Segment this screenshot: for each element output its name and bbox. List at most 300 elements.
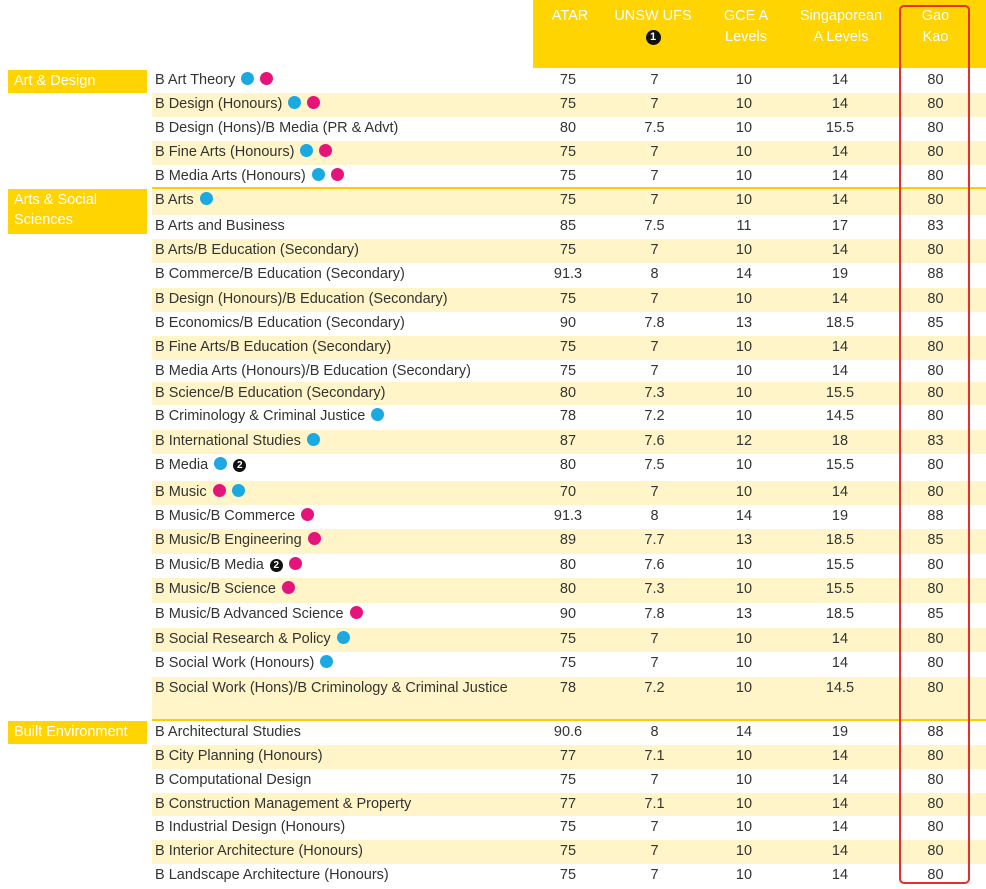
cell-atar: 80 — [559, 581, 577, 597]
table-row — [152, 864, 986, 888]
section-divider — [152, 187, 986, 189]
cell-gce: 10 — [735, 242, 753, 258]
blue-dot-icon — [312, 168, 325, 181]
program-label: B Design (Hons)/B Media (PR & Advt) — [155, 120, 399, 136]
program-label: B Design (Honours) — [155, 96, 283, 112]
blue-dot-icon — [200, 192, 213, 205]
pink-dot-icon — [331, 168, 344, 181]
table-row — [152, 454, 986, 481]
cell-sing: 18.5 — [825, 532, 855, 548]
program-label: B City Planning (Honours) — [155, 748, 323, 764]
cell-gce: 10 — [735, 291, 753, 307]
cell-ufs: 7 — [650, 144, 659, 160]
cell-ufs: 7.6 — [644, 557, 665, 573]
cell-gce: 13 — [735, 315, 753, 331]
cell-gao: 80 — [927, 484, 944, 500]
program-label: B Music/B Engineering — [155, 532, 302, 548]
cell-sing: 15.5 — [825, 385, 855, 401]
cell-atar: 90 — [559, 315, 577, 331]
program-label: B Landscape Architecture (Honours) — [155, 867, 389, 883]
program-name — [155, 793, 411, 816]
table-row — [152, 554, 986, 578]
table-row — [152, 578, 986, 603]
col-header-gao-line1: Gao — [921, 8, 950, 24]
cell-ufs: 7 — [650, 291, 659, 307]
col-header-sing-line1: Singaporean — [799, 8, 883, 24]
cell-gao: 80 — [927, 242, 944, 258]
cell-sing: 14 — [831, 484, 849, 500]
cell-sing: 18.5 — [825, 606, 855, 622]
cell-gao: 80 — [927, 581, 944, 597]
footnote-1-icon: 1 — [646, 30, 661, 45]
cell-gao: 80 — [927, 631, 944, 647]
cell-gao: 88 — [927, 266, 944, 282]
pink-dot-icon — [350, 606, 363, 619]
cell-sing: 14 — [831, 72, 849, 88]
cell-sing: 14.5 — [825, 408, 855, 424]
program-name — [155, 840, 363, 863]
program-label: B Music/B Commerce — [155, 508, 296, 524]
cell-ufs: 7 — [650, 843, 659, 859]
cell-atar: 75 — [559, 168, 577, 184]
cell-gao: 80 — [927, 819, 944, 835]
cell-sing: 14 — [831, 168, 849, 184]
pink-dot-icon — [282, 581, 295, 594]
table-row — [152, 505, 986, 529]
cell-ufs: 7 — [650, 339, 659, 355]
cell-atar: 75 — [559, 291, 577, 307]
cell-gce: 10 — [735, 408, 753, 424]
table-row — [152, 117, 986, 141]
table-row — [152, 141, 986, 165]
blue-dot-icon — [288, 96, 301, 109]
program-name — [155, 93, 320, 116]
program-name — [155, 189, 213, 212]
cell-sing: 15.5 — [825, 120, 855, 136]
col-header-ufs-label: UNSW UFS — [614, 8, 692, 24]
program-name — [155, 769, 311, 792]
cell-gce: 10 — [735, 339, 753, 355]
pink-dot-icon — [289, 557, 302, 570]
pink-dot-icon — [319, 144, 332, 157]
cell-atar: 80 — [559, 120, 577, 136]
cell-gao: 80 — [927, 457, 944, 473]
cell-gce: 10 — [735, 363, 753, 379]
cell-gce: 10 — [735, 631, 753, 647]
program-label: B Criminology & Criminal Justice — [155, 408, 366, 424]
cell-sing: 14 — [831, 96, 849, 112]
table-row — [152, 529, 986, 554]
cell-gao: 85 — [927, 532, 944, 548]
cell-gao: 80 — [927, 192, 944, 208]
program-label: B Social Work (Hons)/B Criminology & Criminal Justice — [155, 680, 508, 696]
cell-gce: 14 — [735, 266, 753, 282]
cell-atar: 75 — [559, 144, 577, 160]
cell-gce: 10 — [735, 772, 753, 788]
cell-sing: 14 — [831, 242, 849, 258]
program-label: B Arts — [155, 192, 194, 208]
program-label: B Music/B Advanced Science — [155, 606, 344, 622]
cell-ufs: 7 — [650, 192, 659, 208]
cell-gao: 80 — [927, 680, 944, 696]
program-label: B Media — [155, 457, 209, 473]
table-row — [152, 93, 986, 117]
program-label: B Economics/B Education (Secondary) — [155, 315, 405, 331]
cell-gao: 80 — [927, 843, 944, 859]
cell-gce: 10 — [735, 680, 753, 696]
cell-ufs: 7.8 — [644, 315, 665, 331]
cell-sing: 14 — [831, 339, 849, 355]
cell-ufs: 8 — [650, 266, 659, 282]
cell-atar: 75 — [559, 242, 577, 258]
cell-gao: 80 — [927, 120, 944, 136]
cell-gao: 80 — [927, 291, 944, 307]
cell-sing: 18 — [831, 433, 849, 449]
cell-gce: 13 — [735, 606, 753, 622]
table-row — [152, 816, 986, 840]
cell-atar: 80 — [559, 457, 577, 473]
cell-sing: 14 — [831, 843, 849, 859]
cell-atar: 78 — [559, 408, 577, 424]
cell-atar: 91.3 — [553, 508, 583, 524]
blue-dot-icon — [214, 457, 227, 470]
table-row — [152, 840, 986, 864]
blue-dot-icon — [320, 655, 333, 668]
cell-atar: 78 — [559, 680, 577, 696]
cell-atar: 90.6 — [553, 724, 583, 740]
program-label: B Fine Arts (Honours) — [155, 144, 295, 160]
col-header-gao — [900, 6, 971, 48]
cell-gao: 88 — [927, 724, 944, 740]
section-label: Art & Design — [14, 73, 96, 89]
col-header-gao-line2: Kao — [922, 29, 949, 45]
cell-gao: 80 — [927, 385, 944, 401]
cell-atar: 87 — [559, 433, 577, 449]
cell-sing: 15.5 — [825, 557, 855, 573]
cell-ufs: 7 — [650, 363, 659, 379]
cell-sing: 14 — [831, 631, 849, 647]
pink-dot-icon — [260, 72, 273, 85]
cell-gao: 80 — [927, 748, 944, 764]
cell-sing: 17 — [831, 218, 849, 234]
program-name — [155, 578, 295, 601]
cell-ufs: 7 — [650, 867, 659, 883]
section-art-design — [8, 70, 147, 93]
cell-sing: 14 — [831, 291, 849, 307]
table-row — [152, 430, 986, 454]
cell-gao: 80 — [927, 363, 944, 379]
program-label: B Music/B Media — [155, 557, 264, 573]
cell-atar: 80 — [559, 385, 577, 401]
cell-gao: 88 — [927, 508, 944, 524]
blue-dot-icon — [337, 631, 350, 644]
blue-dot-icon — [300, 144, 313, 157]
cell-ufs: 7.5 — [644, 218, 665, 234]
cell-sing: 14 — [831, 772, 849, 788]
program-name — [155, 529, 321, 552]
cell-atar: 91.3 — [553, 266, 583, 282]
cell-atar: 77 — [559, 796, 577, 812]
table-row — [152, 628, 986, 652]
cell-ufs: 7.2 — [644, 408, 665, 424]
program-name — [155, 628, 350, 651]
cell-ufs: 7 — [650, 96, 659, 112]
cell-sing: 14 — [831, 655, 849, 671]
cell-gao: 80 — [927, 96, 944, 112]
program-name — [155, 652, 333, 675]
cell-gao: 80 — [927, 867, 944, 883]
cell-gao: 80 — [927, 408, 944, 424]
cell-gce: 10 — [735, 144, 753, 160]
program-name — [155, 141, 332, 164]
cell-ufs: 7 — [650, 72, 659, 88]
program-name — [155, 430, 320, 453]
program-name — [155, 312, 405, 335]
cell-ufs: 8 — [650, 724, 659, 740]
cell-atar: 75 — [559, 192, 577, 208]
pink-dot-icon — [308, 532, 321, 545]
table-row — [152, 263, 986, 288]
cell-ufs: 7 — [650, 484, 659, 500]
cell-gao: 80 — [927, 144, 944, 160]
section-label: Built Environment — [14, 724, 128, 740]
cell-gce: 10 — [735, 168, 753, 184]
cell-gce: 14 — [735, 724, 753, 740]
footnote-2-icon: 2 — [270, 559, 283, 572]
cell-atar: 75 — [559, 867, 577, 883]
cell-atar: 85 — [559, 218, 577, 234]
cell-gce: 10 — [735, 192, 753, 208]
program-label: B Interior Architecture (Honours) — [155, 843, 363, 859]
cell-ufs: 7 — [650, 655, 659, 671]
cell-gao: 80 — [927, 655, 944, 671]
table-row — [152, 239, 986, 263]
cell-gce: 10 — [735, 655, 753, 671]
cell-gce: 10 — [735, 796, 753, 812]
cell-gce: 10 — [735, 819, 753, 835]
table-row — [152, 312, 986, 336]
program-label: B Music — [155, 484, 207, 500]
cell-sing: 14 — [831, 192, 849, 208]
program-name — [155, 165, 344, 188]
cell-ufs: 7.2 — [644, 680, 665, 696]
cell-sing: 18.5 — [825, 315, 855, 331]
cell-gce: 14 — [735, 508, 753, 524]
pink-dot-icon — [307, 96, 320, 109]
program-label: B Design (Honours)/B Education (Secondary) — [155, 291, 448, 307]
program-name — [155, 215, 285, 238]
cell-gce: 11 — [736, 218, 752, 234]
program-name — [155, 239, 359, 262]
program-name — [155, 554, 302, 577]
cell-atar: 75 — [559, 363, 577, 379]
program-name — [155, 405, 384, 428]
cell-ufs: 7 — [650, 242, 659, 258]
section-built-environment — [8, 721, 147, 744]
cell-atar: 90 — [559, 606, 577, 622]
table-row — [152, 793, 986, 816]
cell-ufs: 7.7 — [644, 532, 665, 548]
program-label: B Arts and Business — [155, 218, 285, 234]
table-row — [152, 481, 986, 505]
cell-gao: 85 — [927, 315, 944, 331]
cell-atar: 89 — [559, 532, 577, 548]
program-name — [155, 505, 314, 528]
cell-gce: 13 — [735, 532, 753, 548]
program-name — [155, 721, 301, 744]
program-label: B Commerce/B Education (Secondary) — [155, 266, 405, 282]
table-row — [152, 405, 986, 430]
cell-gce: 10 — [735, 843, 753, 859]
program-name — [155, 745, 323, 768]
program-label: B Social Research & Policy — [155, 631, 331, 647]
program-name — [155, 864, 389, 887]
table-row — [152, 603, 986, 628]
table-row — [152, 336, 986, 360]
program-label: B Architectural Studies — [155, 724, 301, 740]
cell-ufs: 7.1 — [644, 748, 665, 764]
cell-ufs: 7 — [650, 772, 659, 788]
cell-atar: 75 — [559, 772, 577, 788]
cell-sing: 19 — [831, 266, 849, 282]
program-name — [155, 336, 391, 359]
program-label: B Music/B Science — [155, 581, 276, 597]
table-row — [152, 69, 986, 93]
cell-gao: 80 — [927, 339, 944, 355]
cell-ufs: 7.5 — [644, 457, 665, 473]
cell-atar: 75 — [559, 843, 577, 859]
cell-gce: 10 — [735, 557, 753, 573]
program-name — [155, 679, 525, 698]
col-header-atar: ATAR — [551, 8, 589, 24]
cell-gce: 10 — [735, 72, 753, 88]
col-header-ufs — [605, 6, 701, 48]
cell-ufs: 7.3 — [644, 385, 665, 401]
program-label: B Fine Arts/B Education (Secondary) — [155, 339, 392, 355]
pink-dot-icon — [301, 508, 314, 521]
cell-atar: 75 — [559, 96, 577, 112]
cell-ufs: 7.1 — [644, 796, 665, 812]
program-name — [155, 117, 398, 140]
cell-ufs: 7.8 — [644, 606, 665, 622]
program-name — [155, 263, 405, 286]
program-label: B Science/B Education (Secondary) — [155, 385, 386, 401]
cell-sing: 14 — [831, 363, 849, 379]
cell-atar: 75 — [559, 72, 577, 88]
section-divider — [152, 719, 986, 721]
cell-ufs: 7 — [650, 631, 659, 647]
cell-gce: 10 — [735, 385, 753, 401]
cell-gce: 10 — [735, 96, 753, 112]
col-header-gce-line2: Levels — [725, 29, 767, 45]
table-row — [152, 215, 986, 239]
cell-sing: 14 — [831, 796, 849, 812]
program-label: B Arts/B Education (Secondary) — [155, 242, 359, 258]
blue-dot-icon — [371, 408, 384, 421]
program-name — [155, 481, 245, 504]
cell-gao: 83 — [927, 433, 944, 449]
cell-sing: 14 — [831, 748, 849, 764]
cell-atar: 70 — [559, 484, 577, 500]
table-row — [152, 189, 986, 215]
cell-ufs: 7.3 — [644, 581, 665, 597]
program-label: B Social Work (Honours) — [155, 655, 315, 671]
col-header-gce-line1: GCE A — [723, 8, 769, 24]
cell-gao: 80 — [927, 772, 944, 788]
table-row — [152, 382, 986, 405]
table-row — [152, 165, 986, 189]
table-row — [152, 677, 986, 720]
cell-gce: 10 — [735, 457, 753, 473]
program-label: B Computational Design — [155, 772, 312, 788]
program-label: B Construction Management & Property — [155, 796, 412, 812]
cell-sing: 19 — [831, 508, 849, 524]
program-name — [155, 816, 345, 839]
program-label: B International Studies — [155, 433, 301, 449]
cell-gce: 10 — [735, 581, 753, 597]
table-row — [152, 652, 986, 677]
cell-atar: 75 — [559, 339, 577, 355]
cell-atar: 75 — [559, 631, 577, 647]
program-label: B Media Arts (Honours)/B Education (Secondary) — [155, 363, 471, 379]
blue-dot-icon — [241, 72, 254, 85]
table-row — [152, 769, 986, 793]
program-label: B Media Arts (Honours) — [155, 168, 306, 184]
cell-gce: 10 — [735, 120, 753, 136]
cell-sing: 14.5 — [825, 680, 855, 696]
cell-sing: 15.5 — [825, 457, 855, 473]
cell-gao: 80 — [927, 72, 944, 88]
pink-dot-icon — [213, 484, 226, 497]
cell-ufs: 7.6 — [644, 433, 665, 449]
section-label: Arts & Social Sciences — [14, 192, 97, 228]
cell-sing: 14 — [831, 819, 849, 835]
table-row — [152, 360, 986, 382]
cell-gao: 80 — [927, 796, 944, 812]
section-arts-social-sciences — [8, 189, 147, 234]
cell-ufs: 8 — [650, 508, 659, 524]
footnote-2-icon: 2 — [233, 459, 246, 472]
cell-ufs: 7 — [650, 819, 659, 835]
cell-sing: 14 — [831, 867, 849, 883]
program-name — [155, 454, 246, 477]
cell-ufs: 7 — [650, 168, 659, 184]
table-row — [152, 721, 986, 745]
cell-gao: 85 — [927, 606, 944, 622]
cell-ufs: 7.5 — [644, 120, 665, 136]
cell-gao: 83 — [927, 218, 944, 234]
blue-dot-icon — [232, 484, 245, 497]
cell-sing: 15.5 — [825, 581, 855, 597]
cell-gao: 80 — [927, 557, 944, 573]
col-header-gce — [708, 6, 784, 48]
cell-gce: 10 — [735, 867, 753, 883]
cell-atar: 80 — [559, 557, 577, 573]
program-label: B Industrial Design (Honours) — [155, 819, 346, 835]
program-name — [155, 360, 471, 383]
cell-sing: 19 — [831, 724, 849, 740]
program-name — [155, 603, 363, 626]
cell-atar: 77 — [559, 748, 577, 764]
table-row — [152, 288, 986, 312]
program-name — [155, 69, 273, 92]
cell-gao: 80 — [927, 168, 944, 184]
program-label: B Art Theory — [155, 72, 236, 88]
program-name — [155, 288, 448, 311]
col-header-sing-line2: A Levels — [813, 29, 869, 45]
blue-dot-icon — [307, 433, 320, 446]
col-header-sing — [785, 6, 897, 48]
